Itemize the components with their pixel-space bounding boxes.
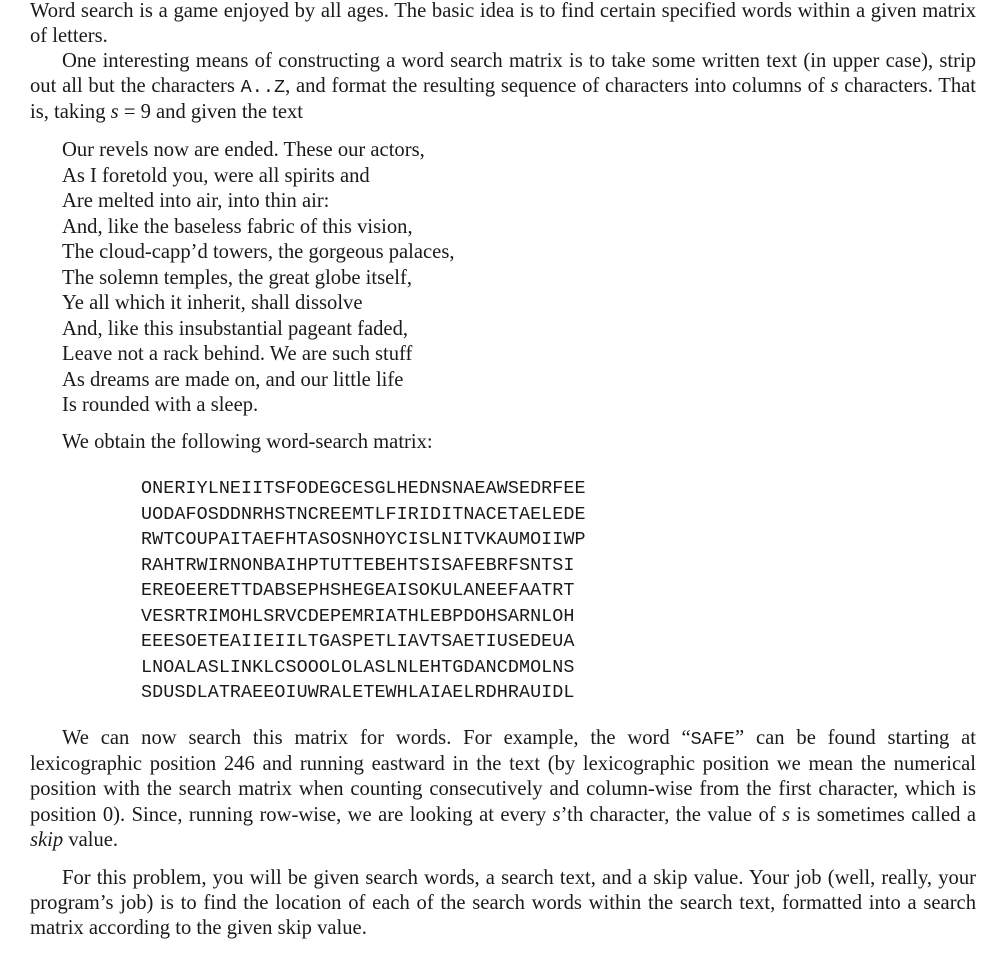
poem-line: Ye all which it inherit, shall dissolve	[62, 292, 363, 314]
matrix-row: UODAFOSDDNRHSTNCREEMTLFIRIDITNACETAELEDE	[141, 503, 586, 525]
poem-line: Leave not a rack behind. We are such stuff	[62, 343, 413, 365]
poem-line: As I foretold you, were all spirits and	[62, 164, 370, 187]
matrix-row: RAHTRWIRNONBAIHPTUTTEBEHTSISAFEBRFSNTSI	[141, 554, 575, 576]
construction-text-2: , and format the resulting sequence of characters into columns of	[285, 75, 831, 98]
matrix-intro: We obtain the following word-search matrix:	[62, 431, 433, 453]
character-range: A..Z	[240, 77, 286, 99]
poem-line: The solemn temples, the great globe itself,	[62, 266, 412, 289]
intro-paragraph	[30, 0, 976, 49]
problem-paragraph	[30, 866, 976, 942]
example-text-4: is sometimes called a	[790, 803, 977, 826]
construction-paragraph	[30, 49, 976, 126]
poem-line: As dreams are made on, and our little life	[62, 368, 404, 391]
example-text-1: We can now search this matrix for words. For example, the word “	[62, 727, 691, 749]
poem-line: Is rounded with a sleep.	[62, 394, 259, 416]
skip-term: skip	[30, 828, 64, 851]
poem-quote	[62, 138, 662, 419]
poem-line: Are melted into air, into thin air:	[62, 190, 330, 212]
math-s: s	[782, 803, 791, 826]
matrix-row: ONERIYLNEIITSFODEGCESGLHEDNSNAEAWSEDRFEE	[141, 478, 586, 499]
intro-text: Word search is a game enjoyed by all ages. The basic idea is to find certain specified words within a given matrix of letters.	[30, 0, 976, 48]
example-paragraph	[30, 726, 976, 853]
matrix-row: RWTCOUPAITAEFHTASOSNHOYCISLNITVKAUMOIIWP	[141, 529, 586, 550]
poem-line: And, like the baseless fabric of this vision,	[62, 215, 413, 238]
example-text-3: ’th character, the value of	[560, 803, 783, 826]
example-text-2: ” can be found starting at lexicographic position 246 and running eastward in the text (by lexicographic position we mean the numerical position with the search matrix when counting consecutively and column-wise from the first character, which is position 0). Since, running row-wise, we are looking at every	[30, 727, 976, 826]
problem-text: For this problem, you will be given search words, a search text, and a skip value. Your job (well, really, your program’s job) is to find the location of each of the search words within the search text, formatted into a search matrix according to the given skip value.	[30, 867, 976, 940]
math-s-equation: s	[110, 101, 119, 124]
construction-text-3: characters. That is, taking	[30, 75, 977, 124]
example-word: SAFE	[690, 729, 736, 750]
equation-value: = 9	[118, 101, 151, 124]
example-text-5: value.	[63, 828, 119, 851]
matrix-row: SDUSDLATRAEEOIUWRALETEWHLAIAELRDHRAUIDL	[141, 682, 575, 703]
matrix-row: LNOALASLINKLCSOOOLOLASLNLEHTGDANCDMOLNS	[141, 656, 575, 678]
construction-text-1: One interesting means of constructing a word search matrix is to take some written text (in upper case), strip out all but the characters	[30, 50, 976, 98]
word-search-matrix	[141, 476, 586, 706]
math-s: s	[552, 803, 561, 826]
poem-line: Our revels now are ended. These our actors,	[62, 139, 425, 161]
matrix-row: VESRTRIMOHLSRVCDEPEMRIATHLEBPDOHSARNLOH	[141, 605, 575, 627]
math-s: s	[830, 75, 839, 98]
construction-text-4: and given the text	[150, 101, 304, 124]
matrix-row: EREOEERETTDABSEPHSHEGEAISOKULANEEFAATRT	[141, 580, 575, 601]
poem-line: The cloud-capp’d towers, the gorgeous palaces,	[62, 241, 455, 263]
matrix-row: EEESOETEAIIEIILTGASPETLIAVTSAETIUSEDEUA	[141, 631, 575, 652]
poem-line: And, like this insubstantial pageant faded,	[62, 317, 409, 340]
